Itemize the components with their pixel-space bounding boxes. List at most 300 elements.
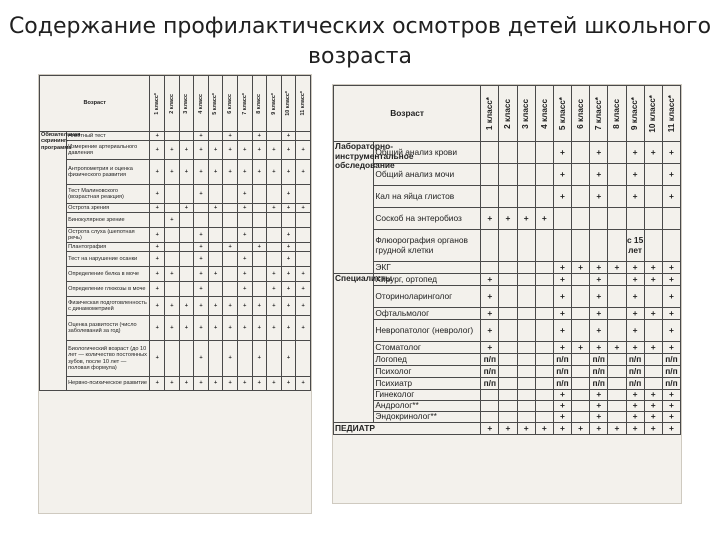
mark-cell: + <box>481 342 499 354</box>
column-header-label: 3 класс <box>183 93 190 114</box>
mark-cell: + <box>150 341 165 377</box>
mark-cell <box>208 282 223 297</box>
row-group-label: Обязательная скрининг-программа <box>40 132 67 391</box>
mark-cell <box>517 354 535 366</box>
scan-right-exams-table <box>332 84 682 504</box>
mark-cell <box>223 213 238 228</box>
column-header-label: 7 класс* <box>241 92 248 115</box>
column-header-label: 2 класс <box>168 93 175 114</box>
mark-cell: + <box>608 262 626 274</box>
mark-cell: + <box>590 286 608 308</box>
mark-cell: + <box>194 243 209 252</box>
mark-cell: + <box>281 160 296 185</box>
row-label: Психиатр <box>374 378 481 390</box>
mark-cell <box>481 230 499 262</box>
mark-cell <box>517 320 535 342</box>
mark-cell <box>165 185 180 204</box>
mark-cell <box>572 142 590 164</box>
mark-cell <box>499 320 517 342</box>
table-row <box>40 252 311 267</box>
mark-cell <box>296 243 311 252</box>
row-label: Измерение артериального давления <box>67 141 150 160</box>
mark-cell <box>165 228 180 243</box>
mark-cell: + <box>281 141 296 160</box>
mark-cell <box>608 354 626 366</box>
mark-cell <box>165 243 180 252</box>
mark-cell: п/п <box>626 366 644 378</box>
mark-cell: п/п <box>481 366 499 378</box>
column-header <box>296 76 311 132</box>
mark-cell: + <box>150 132 165 141</box>
mark-cell: + <box>208 204 223 213</box>
mark-cell: + <box>194 267 209 282</box>
mark-cell: + <box>644 274 662 286</box>
mark-cell: + <box>553 412 571 423</box>
mark-cell: + <box>626 342 644 354</box>
mark-cell <box>608 230 626 262</box>
mark-cell <box>572 208 590 230</box>
column-header-label: 1 класс* <box>485 96 495 131</box>
mark-cell: + <box>223 377 238 391</box>
mark-cell: п/п <box>553 378 571 390</box>
mark-cell: + <box>281 297 296 316</box>
mark-cell: + <box>252 132 267 141</box>
mark-cell: + <box>237 282 252 297</box>
mark-cell: + <box>535 423 553 435</box>
mark-cell: + <box>662 186 680 208</box>
mark-cell: + <box>281 243 296 252</box>
row-label: Антропометрия и оценка физического развития <box>67 160 150 185</box>
mark-cell: п/п <box>626 354 644 366</box>
mark-cell: + <box>481 308 499 320</box>
mark-cell: + <box>237 141 252 160</box>
mark-cell: + <box>281 341 296 377</box>
mark-cell <box>572 186 590 208</box>
mark-cell: + <box>281 228 296 243</box>
mark-cell <box>481 186 499 208</box>
mark-cell: + <box>626 262 644 274</box>
mark-cell <box>179 243 194 252</box>
table-row <box>334 262 681 274</box>
mark-cell <box>608 274 626 286</box>
mark-cell: + <box>208 141 223 160</box>
column-header <box>208 76 223 132</box>
mark-cell: + <box>590 390 608 401</box>
mark-cell: + <box>553 320 571 342</box>
table-row <box>334 366 681 378</box>
mark-cell <box>644 378 662 390</box>
mark-cell: п/п <box>553 366 571 378</box>
table-row-footer <box>334 423 681 435</box>
mark-cell: + <box>237 185 252 204</box>
column-header-label: 11 класс* <box>666 94 676 133</box>
mark-cell <box>208 185 223 204</box>
row-label: Бинокулярное зрение <box>67 213 150 228</box>
mark-cell: + <box>208 297 223 316</box>
mark-cell: + <box>553 401 571 412</box>
row-label: Анкетный тест <box>67 132 150 141</box>
mark-cell <box>535 401 553 412</box>
row-label: Эндокринолог** <box>374 412 481 423</box>
table-row <box>334 320 681 342</box>
mark-cell <box>208 252 223 267</box>
mark-cell <box>517 186 535 208</box>
scan-left-screening-table <box>38 74 312 514</box>
mark-cell <box>499 308 517 320</box>
mark-cell: + <box>194 252 209 267</box>
row-label: Общий анализ крови <box>374 142 481 164</box>
mark-cell <box>662 208 680 230</box>
table-row <box>334 230 681 262</box>
table-row <box>40 243 311 252</box>
mark-cell <box>517 412 535 423</box>
mark-cell: + <box>237 204 252 213</box>
mark-cell: + <box>662 390 680 401</box>
mark-cell <box>165 252 180 267</box>
mark-cell <box>644 320 662 342</box>
mark-cell: п/п <box>626 378 644 390</box>
mark-cell: + <box>165 141 180 160</box>
mark-cell: + <box>644 412 662 423</box>
mark-cell: + <box>553 262 571 274</box>
mark-cell: + <box>252 316 267 341</box>
mark-cell <box>481 401 499 412</box>
mark-cell <box>517 390 535 401</box>
mark-cell <box>535 342 553 354</box>
mark-cell: + <box>296 297 311 316</box>
mark-cell <box>572 412 590 423</box>
mark-cell: + <box>208 377 223 391</box>
mark-cell: + <box>662 401 680 412</box>
mark-cell <box>499 186 517 208</box>
mark-cell: + <box>150 267 165 282</box>
mark-cell: п/п <box>662 378 680 390</box>
column-header <box>237 76 252 132</box>
mark-cell <box>296 213 311 228</box>
age-header: Возраст <box>334 86 481 142</box>
mark-cell: + <box>281 377 296 391</box>
mark-cell: + <box>553 342 571 354</box>
mark-cell <box>535 412 553 423</box>
mark-cell <box>179 228 194 243</box>
age-header: Возраст <box>40 76 150 132</box>
mark-cell: + <box>252 160 267 185</box>
mark-cell: + <box>194 282 209 297</box>
mark-cell <box>517 286 535 308</box>
mark-cell: + <box>223 316 238 341</box>
table-row <box>334 186 681 208</box>
mark-cell: + <box>590 308 608 320</box>
table-row <box>40 141 311 160</box>
mark-cell: + <box>179 141 194 160</box>
mark-cell <box>644 186 662 208</box>
mark-cell: + <box>281 132 296 141</box>
mark-cell <box>223 228 238 243</box>
mark-cell: + <box>296 282 311 297</box>
mark-cell: + <box>572 423 590 435</box>
mark-cell <box>590 230 608 262</box>
mark-cell <box>608 378 626 390</box>
mark-cell: + <box>150 316 165 341</box>
mark-cell: + <box>662 342 680 354</box>
mark-cell: + <box>267 141 282 160</box>
mark-cell <box>608 208 626 230</box>
row-label: Офтальмолог <box>374 308 481 320</box>
column-header-label: 8 класс <box>612 98 622 129</box>
mark-cell <box>535 308 553 320</box>
table-row <box>40 377 311 391</box>
mark-cell: + <box>553 274 571 286</box>
row-label: Хирург, ортопед <box>374 274 481 286</box>
mark-cell: + <box>590 342 608 354</box>
mark-cell <box>608 142 626 164</box>
mark-cell <box>481 164 499 186</box>
mark-cell: + <box>662 320 680 342</box>
mark-cell: + <box>296 377 311 391</box>
mark-cell: п/п <box>662 366 680 378</box>
mark-cell: + <box>150 185 165 204</box>
mark-cell <box>223 282 238 297</box>
mark-cell <box>517 378 535 390</box>
mark-cell: + <box>626 186 644 208</box>
column-header-label: 10 класс* <box>648 94 658 133</box>
mark-cell <box>481 262 499 274</box>
mark-cell: + <box>481 286 499 308</box>
column-header <box>150 76 165 132</box>
mark-cell: + <box>267 377 282 391</box>
row-label: Определение белка в моче <box>67 267 150 282</box>
table-row <box>334 308 681 320</box>
mark-cell <box>535 142 553 164</box>
mark-cell: + <box>553 423 571 435</box>
mark-cell <box>179 282 194 297</box>
column-header-label: 2 класс <box>503 98 513 129</box>
mark-cell <box>499 164 517 186</box>
mark-cell <box>150 213 165 228</box>
mark-cell <box>165 282 180 297</box>
mark-cell: + <box>237 252 252 267</box>
mark-cell: + <box>590 412 608 423</box>
table-row <box>40 132 311 141</box>
mark-cell: + <box>662 164 680 186</box>
mark-cell <box>517 164 535 186</box>
mark-cell: + <box>179 297 194 316</box>
mark-cell <box>252 252 267 267</box>
mark-cell <box>223 204 238 213</box>
table-row <box>334 401 681 412</box>
mark-cell <box>517 342 535 354</box>
mark-cell: + <box>662 423 680 435</box>
mark-cell <box>499 342 517 354</box>
mark-cell <box>252 213 267 228</box>
column-header <box>267 76 282 132</box>
mark-cell <box>626 208 644 230</box>
column-header <box>194 76 209 132</box>
mark-cell <box>517 274 535 286</box>
mark-cell: + <box>267 297 282 316</box>
row-label: ЭКГ <box>374 262 481 274</box>
mark-cell <box>572 308 590 320</box>
mark-cell <box>499 412 517 423</box>
mark-cell <box>572 378 590 390</box>
mark-cell <box>535 164 553 186</box>
mark-cell: с 15 лет <box>626 230 644 262</box>
mark-cell: + <box>626 274 644 286</box>
mark-cell: + <box>296 267 311 282</box>
table-row <box>40 282 311 297</box>
mark-cell: + <box>252 377 267 391</box>
row-label: Кал на яйца глистов <box>374 186 481 208</box>
column-header <box>626 86 644 142</box>
mark-cell: + <box>194 341 209 377</box>
mark-cell <box>179 185 194 204</box>
mark-cell: + <box>150 377 165 391</box>
mark-cell <box>165 132 180 141</box>
mark-cell <box>481 390 499 401</box>
mark-cell <box>499 390 517 401</box>
column-header-label: 7 класс* <box>593 96 603 131</box>
mark-cell: + <box>281 204 296 213</box>
mark-cell <box>608 366 626 378</box>
mark-cell <box>517 262 535 274</box>
mark-cell: + <box>194 160 209 185</box>
mark-cell <box>194 213 209 228</box>
row-label: Логопед <box>374 354 481 366</box>
row-label: Оценка развитости (число заболеваний за год) <box>67 316 150 341</box>
row-label: Невропатолог (невролог) <box>374 320 481 342</box>
exams-table <box>333 85 681 435</box>
mark-cell <box>267 132 282 141</box>
mark-cell: + <box>179 160 194 185</box>
column-header-label: 5 класс* <box>557 96 567 131</box>
mark-cell <box>517 142 535 164</box>
mark-cell: + <box>626 308 644 320</box>
mark-cell: п/п <box>481 354 499 366</box>
mark-cell: + <box>267 267 282 282</box>
mark-cell <box>644 286 662 308</box>
mark-cell <box>252 228 267 243</box>
mark-cell: + <box>296 204 311 213</box>
mark-cell <box>208 243 223 252</box>
table-row <box>334 208 681 230</box>
column-header-label: 11 класс* <box>299 91 306 116</box>
mark-cell <box>535 230 553 262</box>
column-header-label: 6 класс <box>575 98 585 129</box>
mark-cell: + <box>165 213 180 228</box>
mark-cell: + <box>237 377 252 391</box>
mark-cell: + <box>150 141 165 160</box>
mark-cell <box>267 213 282 228</box>
mark-cell <box>267 185 282 204</box>
table-row <box>334 412 681 423</box>
table-row <box>40 185 311 204</box>
row-label: Оториноларинголог <box>374 286 481 308</box>
mark-cell <box>252 204 267 213</box>
mark-cell <box>165 341 180 377</box>
mark-cell <box>572 274 590 286</box>
row-group-label: Лабораторно-инструментальное обследование <box>334 142 374 274</box>
mark-cell: + <box>481 320 499 342</box>
mark-cell: + <box>281 267 296 282</box>
mark-cell <box>237 132 252 141</box>
column-header <box>644 86 662 142</box>
mark-cell <box>499 354 517 366</box>
row-group-label: Специалисты <box>334 274 374 423</box>
mark-cell: + <box>662 262 680 274</box>
mark-cell: + <box>165 267 180 282</box>
mark-cell <box>499 366 517 378</box>
mark-cell <box>590 208 608 230</box>
column-header <box>499 86 517 142</box>
mark-cell: + <box>194 228 209 243</box>
mark-cell: + <box>626 320 644 342</box>
mark-cell <box>608 390 626 401</box>
mark-cell: п/п <box>590 354 608 366</box>
mark-cell: + <box>179 316 194 341</box>
mark-cell <box>267 228 282 243</box>
mark-cell <box>252 267 267 282</box>
mark-cell <box>296 341 311 377</box>
row-label: Психолог <box>374 366 481 378</box>
mark-cell: + <box>179 377 194 391</box>
mark-cell: + <box>150 282 165 297</box>
column-header-label: 5 класс* <box>212 92 219 115</box>
mark-cell <box>208 213 223 228</box>
mark-cell <box>608 164 626 186</box>
column-header <box>252 76 267 132</box>
mark-cell: + <box>608 342 626 354</box>
mark-cell: + <box>237 267 252 282</box>
mark-cell <box>237 213 252 228</box>
row-label: Физическая подготовленность с динамометрией <box>67 297 150 316</box>
mark-cell: + <box>662 142 680 164</box>
mark-cell: + <box>281 185 296 204</box>
mark-cell: + <box>662 308 680 320</box>
mark-cell <box>296 132 311 141</box>
column-header <box>553 86 571 142</box>
mark-cell <box>208 228 223 243</box>
mark-cell: + <box>208 316 223 341</box>
mark-cell <box>252 185 267 204</box>
mark-cell: п/п <box>553 354 571 366</box>
mark-cell: + <box>626 142 644 164</box>
mark-cell: + <box>626 286 644 308</box>
mark-cell: + <box>252 297 267 316</box>
mark-cell: п/п <box>590 366 608 378</box>
mark-cell: + <box>179 204 194 213</box>
mark-cell: + <box>590 401 608 412</box>
mark-cell <box>572 230 590 262</box>
column-header <box>662 86 680 142</box>
table-row <box>334 286 681 308</box>
row-label: Нервно-психическое развитие <box>67 377 150 391</box>
mark-cell: + <box>223 160 238 185</box>
mark-cell: + <box>252 341 267 377</box>
column-header-label: 10 класс* <box>285 91 292 116</box>
mark-cell <box>535 186 553 208</box>
mark-cell: + <box>267 160 282 185</box>
mark-cell: + <box>237 316 252 341</box>
column-header <box>179 76 194 132</box>
mark-cell <box>267 243 282 252</box>
mark-cell: + <box>237 160 252 185</box>
mark-cell: + <box>194 141 209 160</box>
mark-cell: + <box>194 132 209 141</box>
row-label: Плантография <box>67 243 150 252</box>
mark-cell <box>296 228 311 243</box>
row-label: Андролог** <box>374 401 481 412</box>
mark-cell: + <box>553 164 571 186</box>
